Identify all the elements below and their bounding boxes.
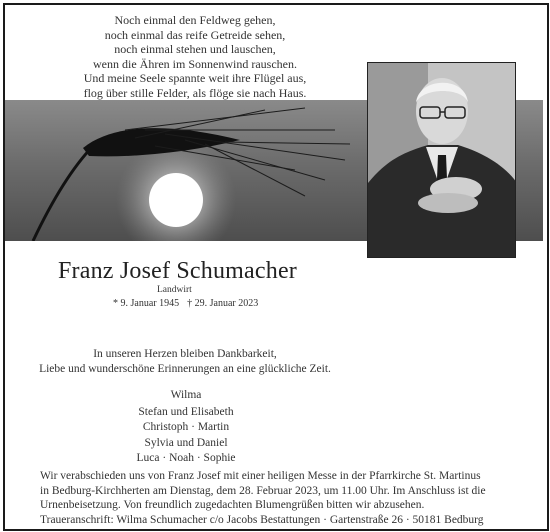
notice-line: Traueranschrift: Wilma Schumacher c/o Jacobs Bestattungen · Gartenstraße 26 · 50181 Bedburg <box>40 513 484 526</box>
poem-line: wenn die Ähren im Sonnenwind rauschen. <box>93 56 297 71</box>
poem-line: Noch einmal den Feldweg gehen, <box>114 13 276 27</box>
thanks-line: In unseren Herzen bleiben Dankbarkeit, <box>93 348 277 360</box>
life-dates <box>113 298 266 309</box>
thanks-text <box>30 347 340 377</box>
family-member: Stefan und Elisabeth <box>138 405 234 418</box>
portrait-photo <box>367 62 516 258</box>
deceased-occupation: Landwirt <box>157 285 192 295</box>
notice-line: Urnenbeisetzung. Von freundlich zugedachten Blumengrüßen bitten wir abzusehen. <box>40 499 425 512</box>
thanks-line: Liebe und wunderschöne Erinnerungen an eine glückliche Zeit. <box>39 363 331 375</box>
family-member: Sylvia und Daniel <box>144 437 228 450</box>
poem <box>30 13 360 101</box>
notice-line: in Bedburg-Kirchherten am Dienstag, dem 28. Februar 2023, um 11.00 Uhr. Im Anschluss ist die <box>40 484 486 497</box>
funeral-notice <box>40 469 520 527</box>
family-member: Wilma <box>170 389 202 401</box>
deceased-name: Franz Josef Schumacher <box>58 258 297 284</box>
family-list <box>86 388 286 466</box>
family-member: Luca · Noah · Sophie <box>136 452 236 465</box>
birth-date: * 9. Januar 1945 <box>113 298 180 309</box>
family-member: Christoph · Martin <box>142 420 230 433</box>
poem-line: flog über stille Felder, als flöge sie nach Haus. <box>83 85 307 100</box>
poem-line: noch einmal das reife Getreide sehen, <box>104 27 286 42</box>
poem-line: Und meine Seele spannte weit ihre Flügel aus, <box>83 71 307 86</box>
death-date: † 29. Januar 2023 <box>187 298 259 309</box>
poem-line: noch einmal stehen und lauschen, <box>114 42 276 57</box>
notice-line: Wir verabschieden uns von Franz Josef mit einer heiligen Messe in der Pfarrkirche St. Martinus <box>40 470 481 482</box>
